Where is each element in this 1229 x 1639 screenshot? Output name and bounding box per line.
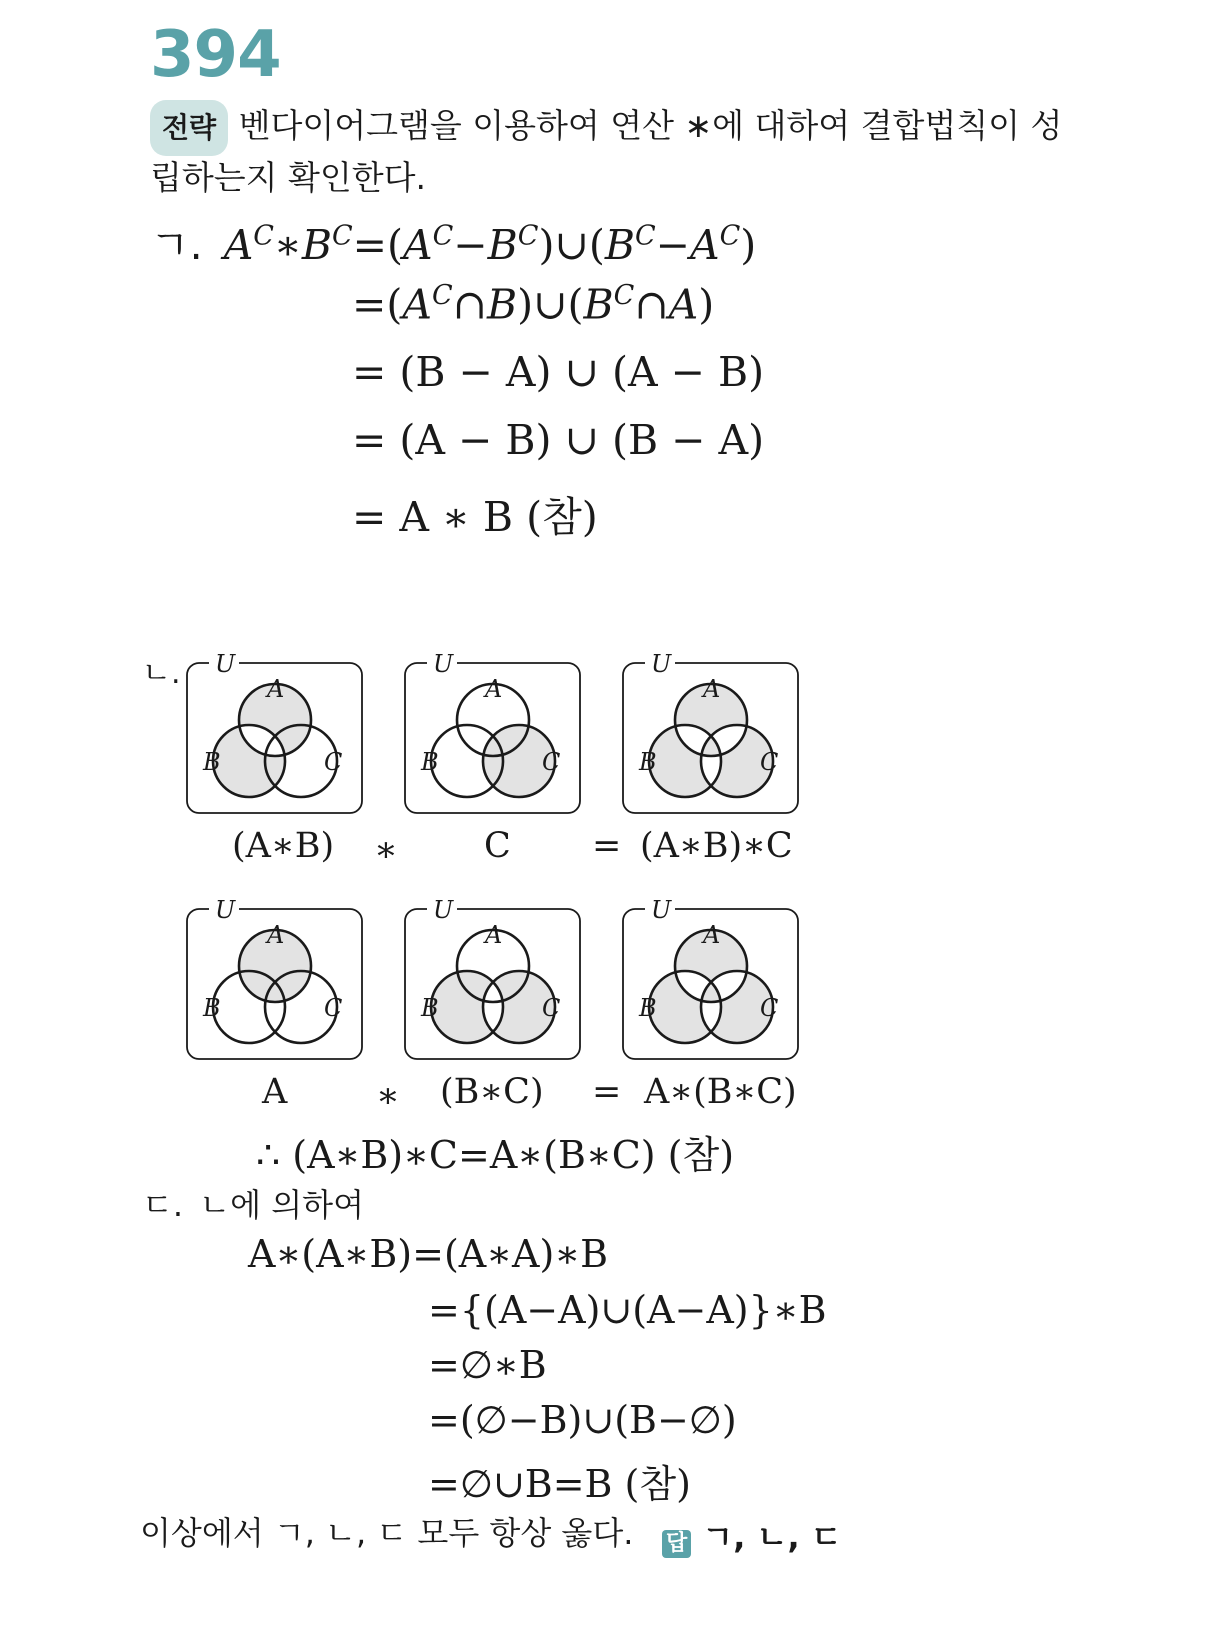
label-a: A: [485, 921, 503, 949]
part3-intro: ㄴ에 의하여: [199, 1186, 364, 1224]
part1-expression-3: = (B − A) ∪ (A − B): [352, 348, 765, 396]
venn-a-star-b-star-c: [623, 650, 798, 813]
row2-caption-a: A: [262, 1072, 288, 1112]
part2-marker: ㄴ.: [142, 656, 181, 691]
label-c: C: [542, 748, 561, 776]
row2-caption-bc: (B∗C): [440, 1072, 544, 1112]
part3-expression-4: =(∅−B)∪(B−∅): [428, 1398, 737, 1442]
row1-caption-c: C: [484, 826, 511, 866]
label-u: U: [433, 650, 454, 678]
answer-text: ㄱ, ㄴ, ㄷ: [702, 1518, 842, 1556]
label-c: C: [324, 994, 343, 1022]
part3-expression-3: =∅∗B: [428, 1343, 547, 1387]
venn-a: [187, 896, 362, 1059]
label-b: B: [639, 748, 657, 776]
row1-caption-ab: (A∗B): [232, 826, 335, 866]
part3-expression-5: =∅∪B=B (참): [428, 1462, 691, 1506]
venn-a-star-b-star-c-2: [623, 896, 798, 1059]
label-c: C: [324, 748, 343, 776]
answer-badge: 답: [662, 1530, 691, 1558]
label-u: U: [433, 896, 454, 924]
label-b: B: [421, 748, 439, 776]
label-c: C: [542, 994, 561, 1022]
label-u: U: [215, 650, 236, 678]
part1-expression-2: $=(A^C\cap B)\cup(B^C\cap A)$: [352, 280, 715, 329]
label-u: U: [215, 896, 236, 924]
label-c: C: [760, 994, 779, 1022]
strategy-text-2: 립하는지 확인한다.: [150, 158, 427, 197]
label-b: B: [639, 994, 657, 1022]
part3-intro-line: [142, 1180, 364, 1226]
part1-expression-5: = A ∗ B (참): [352, 493, 598, 541]
part1-expression-1: $A^C∗B^C=(A^C-B^C)\cup(B^C-A^C)$: [223, 220, 757, 269]
row1-caption-eq: =: [592, 826, 622, 866]
problem-number: 394: [150, 18, 281, 92]
venn-b-star-c: [405, 896, 580, 1059]
label-a: A: [267, 675, 285, 703]
venn-a-star-b: [187, 650, 362, 813]
part1-marker: ㄱ.: [150, 221, 203, 269]
row2-caption-result: A∗(B∗C): [644, 1072, 797, 1112]
row2-caption-eq: =: [592, 1072, 622, 1112]
label-u: U: [651, 650, 672, 678]
label-b: B: [203, 748, 221, 776]
label-u: U: [651, 896, 672, 924]
answer-block: [662, 1512, 842, 1558]
label-b: B: [203, 994, 221, 1022]
row2-caption-star: ∗: [376, 1076, 400, 1116]
venn-c: [405, 650, 580, 813]
part3-expression-1: A∗(A∗B)=(A∗A)∗B: [248, 1232, 609, 1276]
label-a: A: [267, 921, 285, 949]
part3-marker: ㄷ.: [142, 1186, 184, 1224]
label-a: A: [703, 921, 721, 949]
label-a: A: [703, 675, 721, 703]
strategy-badge: 전략: [150, 100, 228, 156]
part2-conclusion: ∴ (A∗B)∗C=A∗(B∗C) (참): [256, 1133, 735, 1177]
strategy-text-1: 벤다이어그램을 이용하여 연산 ∗에 대하여 결합법칙이 성: [238, 106, 1063, 145]
row1-caption-result: (A∗B)∗C: [640, 826, 793, 866]
summary-text: 이상에서 ㄱ, ㄴ, ㄷ 모두 항상 옳다.: [140, 1514, 634, 1552]
label-c: C: [760, 748, 779, 776]
label-b: B: [421, 994, 439, 1022]
part3-expression-2: ={(A−A)∪(A−A)}∗B: [428, 1288, 827, 1332]
row1-caption-star: ∗: [374, 830, 398, 870]
label-a: A: [485, 675, 503, 703]
part1-expression-4: = (A − B) ∪ (B − A): [352, 416, 765, 464]
